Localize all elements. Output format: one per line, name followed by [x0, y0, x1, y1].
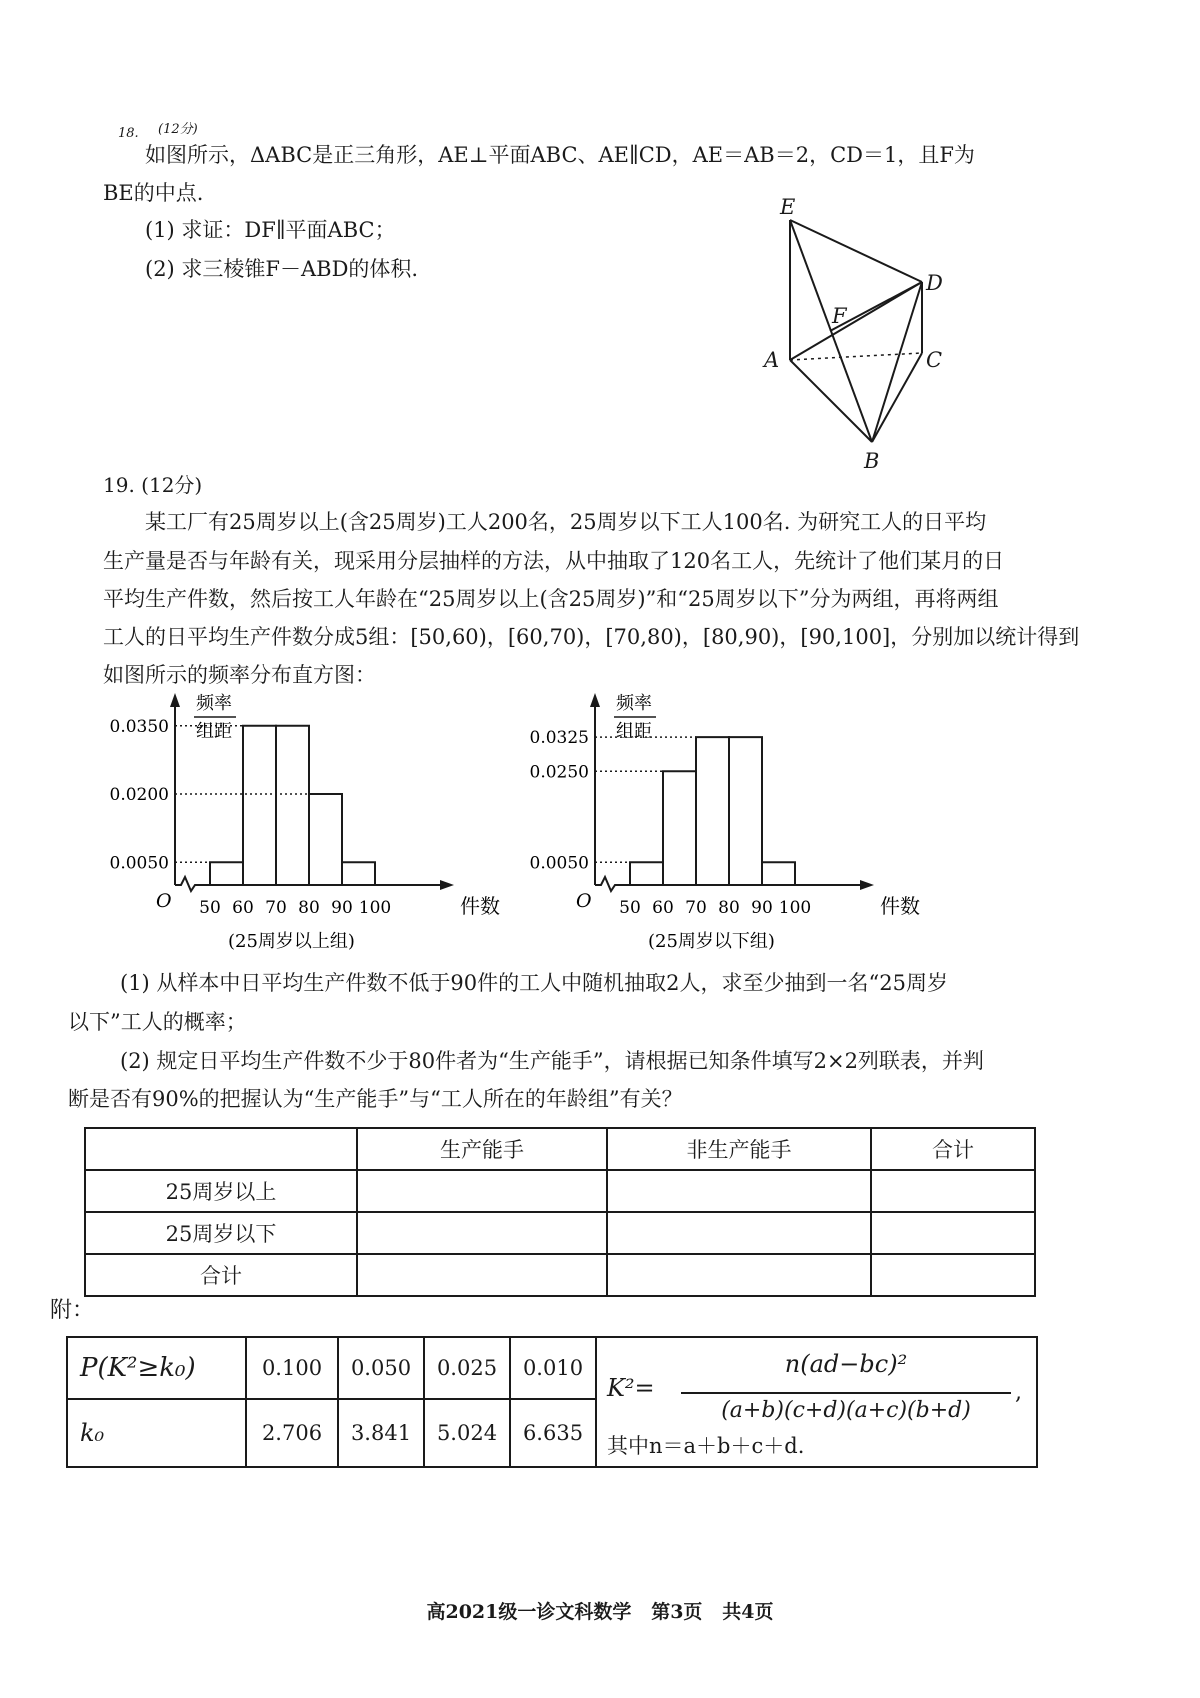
appendix-label: 附：	[50, 1298, 95, 1323]
table-header-cell: 合计	[871, 1128, 1035, 1170]
p-value: 0.010	[510, 1337, 596, 1399]
y-tick-label: 0.0325	[529, 728, 589, 749]
row-label: 25周岁以上	[85, 1170, 357, 1212]
histogram-bar	[342, 862, 375, 885]
k-value: 2.706	[246, 1399, 338, 1467]
origin-label: O	[156, 890, 172, 912]
table-header-cell: 非生产能手	[607, 1128, 871, 1170]
q19-line-2: 生产量是否与年龄有关，现采用分层抽样的方法，从中抽取了120名工人，先统计了他们某月的日	[103, 549, 1005, 573]
q18-number: 18.	[118, 126, 139, 141]
vertex-label-a: A	[764, 348, 780, 372]
blank-cell[interactable]	[607, 1254, 871, 1296]
edge-ac-hidden	[790, 353, 922, 360]
histogram-over-25	[100, 685, 500, 960]
x-axis-arrow	[440, 880, 454, 890]
histogram-bar	[210, 862, 243, 885]
q18-part2: (2) 求三棱锥F－ABD的体积.	[145, 257, 419, 281]
xlabel: 件数	[460, 894, 500, 918]
x-tick-label: 80	[298, 898, 320, 918]
histogram-bar	[276, 726, 309, 885]
histogram-bar	[309, 794, 342, 885]
critical-value-table	[66, 1336, 1038, 1468]
x-tick-label: 80	[718, 898, 740, 918]
x-tick-label: 60	[232, 898, 254, 918]
formula-cell	[596, 1337, 1037, 1467]
page-footer: 高2021级一诊文科数学 第3页 共4页	[426, 1601, 774, 1623]
y-tick-label: 0.0350	[109, 716, 169, 737]
x-tick-label: 100	[778, 898, 812, 918]
table-row	[85, 1212, 1035, 1254]
q18-statement-line1: 如图所示，ΔABC是正三角形，AE⊥平面ABC、AE∥CD，AE＝AB＝2，CD＝1，且F为	[145, 143, 975, 167]
chart-title: (25周岁以下组)	[648, 931, 775, 952]
x-tick-label: 50	[619, 898, 641, 918]
blank-cell[interactable]	[607, 1212, 871, 1254]
vertex-label-c: C	[926, 348, 943, 372]
q18-part1: (1) 求证：DF∥平面ABC；	[145, 218, 396, 242]
x-tick-label: 60	[652, 898, 674, 918]
blank-cell[interactable]	[607, 1170, 871, 1212]
blank-cell[interactable]	[357, 1170, 607, 1212]
vertex-label-d: D	[926, 271, 943, 295]
y-axis-arrow	[590, 693, 600, 707]
chart-title: (25周岁以上组)	[228, 931, 355, 952]
x-tick-label: 90	[751, 898, 773, 918]
formula-note: 其中n＝a＋b＋c＋d.	[607, 1434, 805, 1458]
q18-geometry-figure	[760, 190, 1000, 480]
q19-part1-line1: (1) 从样本中日平均生产件数不低于90件的工人中随机抽取2人，求至少抽到一名“25周岁	[120, 971, 948, 995]
table-row	[85, 1254, 1035, 1296]
y-tick-label: 0.0050	[109, 853, 169, 874]
p-label: P(K²≥k₀)	[67, 1337, 246, 1399]
blank-cell[interactable]	[871, 1170, 1035, 1212]
histogram-bar	[762, 862, 795, 885]
k-value: 6.635	[510, 1399, 596, 1467]
formula-denominator: (a+b)(c+d)(a+c)(b+d)	[721, 1398, 971, 1423]
table-header-cell	[85, 1128, 357, 1170]
p-value: 0.050	[338, 1337, 424, 1399]
formula-numerator: n(ad−bc)²	[784, 1350, 908, 1378]
x-tick-label: 70	[265, 898, 287, 918]
blank-cell[interactable]	[871, 1212, 1035, 1254]
y-tick-label: 0.0050	[529, 853, 589, 874]
origin-label: O	[576, 890, 592, 912]
k-value: 5.024	[424, 1399, 510, 1467]
vertex-label-f: F	[832, 304, 847, 328]
x-tick-label: 50	[199, 898, 221, 918]
contingency-table	[84, 1127, 1036, 1297]
blank-cell[interactable]	[357, 1254, 607, 1296]
table-header-cell: 生产能手	[357, 1128, 607, 1170]
table-row	[85, 1170, 1035, 1212]
table-header-row	[85, 1128, 1035, 1170]
y-tick-label: 0.0250	[529, 762, 589, 783]
histogram-bar	[729, 737, 762, 885]
x-tick-label: 100	[358, 898, 392, 918]
q19-line-4: 工人的日平均生产件数分成5组：[50,60)，[60,70)，[70,80)，[80,90)，[90,100]，分别加以统计得到	[103, 625, 1080, 649]
q19-line-1: 某工厂有25周岁以上(含25周岁)工人200名，25周岁以下工人100名. 为研究工人的日平均	[145, 510, 987, 534]
ylabel-bottom: 组距	[616, 721, 652, 742]
q19-part1-line2: 以下”工人的概率；	[68, 1010, 247, 1034]
histogram-bar	[630, 862, 663, 885]
blank-cell[interactable]	[871, 1254, 1035, 1296]
histogram-bar	[696, 737, 729, 885]
q19-line-5: 如图所示的频率分布直方图：	[103, 663, 376, 687]
table-row	[67, 1337, 1037, 1399]
k-value: 3.841	[338, 1399, 424, 1467]
q19-part2-line2: 断是否有90%的把握认为“生产能手”与“工人所在的年龄组”有关？	[68, 1087, 683, 1111]
q19-line-3: 平均生产件数，然后按工人年龄在“25周岁以上(含25周岁)”和“25周岁以下”分为两组，再将两组	[103, 587, 999, 611]
p-value: 0.100	[246, 1337, 338, 1399]
formula-fraction-bar	[681, 1392, 1011, 1394]
row-label: 合计	[85, 1254, 357, 1296]
q18-points: (12分)	[158, 122, 198, 137]
p-value: 0.025	[424, 1337, 510, 1399]
blank-cell[interactable]	[357, 1212, 607, 1254]
row-label: 25周岁以下	[85, 1212, 357, 1254]
edge-bc	[872, 353, 922, 442]
y-axis-arrow	[170, 693, 180, 707]
k-label: k₀	[67, 1399, 246, 1467]
x-tick-label: 70	[685, 898, 707, 918]
formula-lhs: K²=	[607, 1374, 655, 1402]
q19-part2-line1: (2) 规定日平均生产件数不少于80件者为“生产能手”，请根据已知条件填写2×2列联表，并判	[120, 1049, 984, 1073]
xlabel: 件数	[880, 894, 920, 918]
x-axis-arrow	[860, 880, 874, 890]
vertex-label-b: B	[864, 449, 880, 473]
ylabel-bottom: 组距	[196, 721, 232, 742]
y-tick-label: 0.0200	[109, 785, 169, 805]
ylabel-top: 频率	[196, 693, 232, 714]
histogram-under-25	[520, 685, 920, 960]
ylabel-top: 频率	[616, 693, 652, 714]
histogram-bar	[663, 771, 696, 885]
edge-ab	[790, 360, 872, 442]
q18-statement-line2: BE的中点.	[103, 181, 204, 205]
vertex-label-e: E	[780, 195, 796, 219]
x-tick-label: 90	[331, 898, 353, 918]
q19-header: 19. (12分)	[103, 473, 203, 497]
formula-comma: ,	[1015, 1380, 1022, 1405]
histogram-bar	[243, 726, 276, 885]
